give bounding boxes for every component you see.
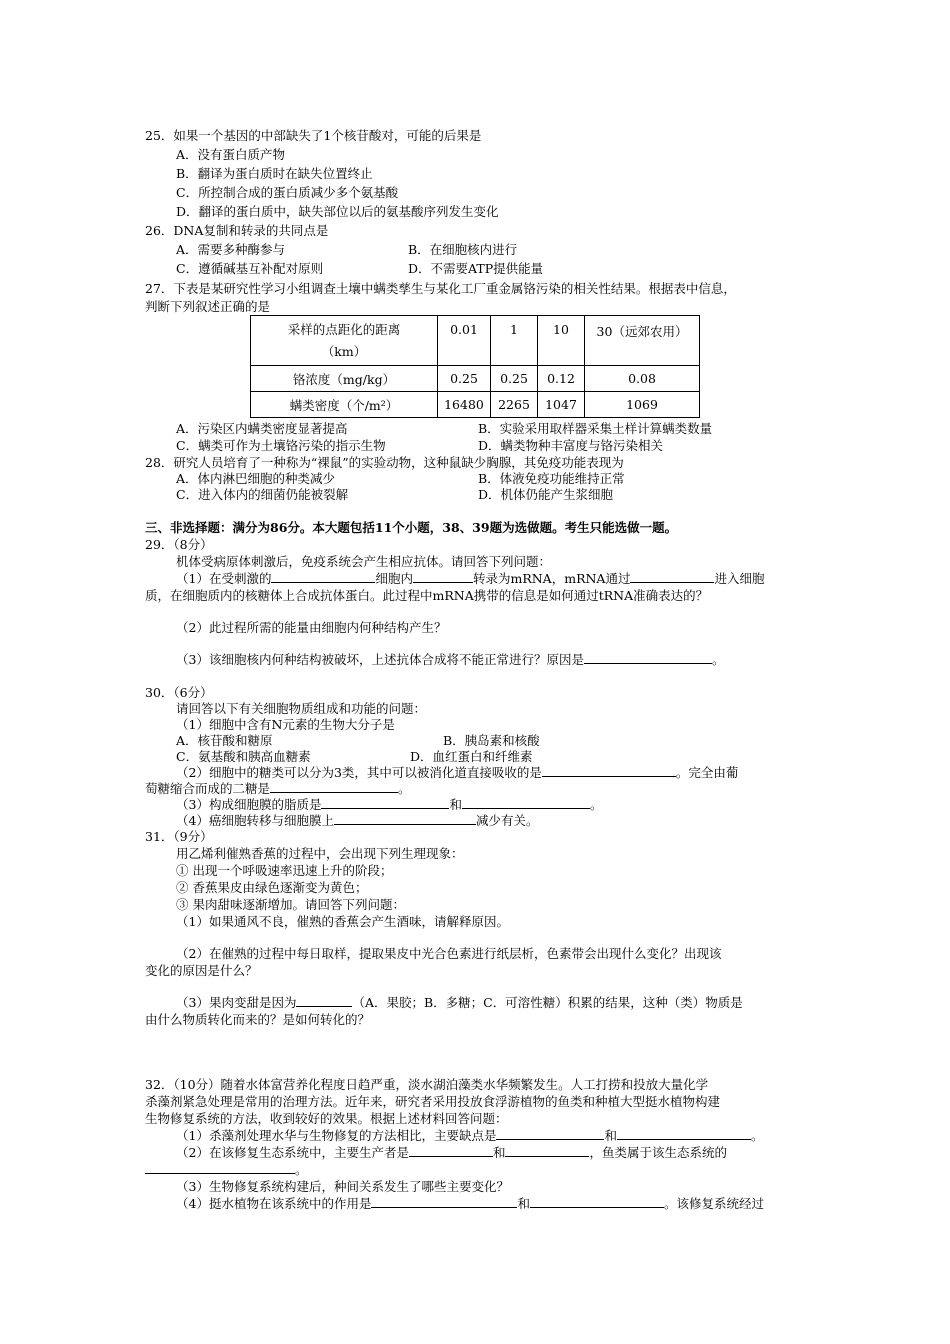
text: 细胞内 bbox=[375, 571, 413, 586]
text: （3）果肉变甜是因为 bbox=[176, 995, 297, 1010]
text: 萄糖缩合而成的二糖是 bbox=[145, 781, 271, 796]
text: 和 bbox=[517, 1196, 530, 1211]
text: 进入细胞 bbox=[714, 571, 765, 586]
q26-stem: 26．DNA复制和转录的共同点是 bbox=[145, 223, 329, 238]
q28-option-b: B．体液免疫功能维持正常 bbox=[478, 471, 625, 486]
text: （4）挺水植物在该系统中的作用是 bbox=[176, 1196, 372, 1211]
q31-part2-cont: 变化的原因是什么？ bbox=[145, 963, 258, 978]
table-row bbox=[251, 366, 700, 392]
q28-option-a: A．体内淋巴细胞的种类减少 bbox=[176, 471, 336, 486]
q29-part2: （2）此过程所需的能量由细胞内何种结构产生？ bbox=[176, 620, 447, 635]
text: 和 bbox=[449, 797, 462, 812]
q29-number: 29．（8分） bbox=[145, 537, 213, 552]
section-heading: 三、非选择题：满分为86分。本大题包括11个小题，38、39题为选做题。考生只能选做一题。 bbox=[145, 520, 678, 535]
q27-option-c: C．螨类可作为土壤铬污染的指示生物 bbox=[176, 438, 386, 453]
q28-stem: 28．研究人员培育了一种称为“裸鼠”的实验动物，这种鼠缺少胸腺，其免疫功能表现为 bbox=[145, 455, 624, 470]
table-row bbox=[251, 316, 700, 366]
distance-label: 采样的点距化的距离 bbox=[287, 321, 401, 337]
table-cell-label: 铬浓度（mg/kg） bbox=[251, 366, 438, 392]
q25-option-a: A．没有蛋白质产物 bbox=[176, 147, 286, 162]
table-cell: 0.25 bbox=[491, 366, 538, 392]
text: 。 bbox=[589, 797, 603, 812]
table-cell: 10 bbox=[538, 316, 585, 366]
q31-part3-cont: 由什么物质转化而来的？是如何转化的？ bbox=[145, 1012, 371, 1027]
q30-part4 bbox=[176, 812, 538, 829]
table-cell: 30（远郊农用） bbox=[585, 316, 700, 366]
q30-option-a: A．核苷酸和糖原 bbox=[176, 733, 273, 748]
q31-phenomenon-2: ② 香蕉果皮由绿色逐渐变为黄色； bbox=[176, 880, 368, 895]
answer-blank[interactable] bbox=[413, 570, 473, 583]
q31-part3 bbox=[176, 994, 743, 1011]
q27-data-table bbox=[250, 315, 700, 418]
q30-option-c: C．氨基酸和胰高血糖素 bbox=[176, 749, 311, 764]
q29-part1 bbox=[176, 570, 764, 587]
answer-blank[interactable] bbox=[321, 796, 449, 809]
answer-blank[interactable] bbox=[271, 570, 375, 583]
text: 。 bbox=[398, 781, 411, 796]
q27-stem-line1: 27．下表是某研究性学习小组调查土壤中螨类孳生与某化工厂重金属铬污染的相关性结果。根据表中信息， bbox=[145, 281, 736, 296]
q29-part1-cont: 质，在细胞质内的核糖体上合成抗体蛋白。此过程中mRNA携带的信息是如何通过tRNA准确表达的？ bbox=[145, 588, 709, 603]
q25-option-b: B．翻译为蛋白质时在缺失位置终止 bbox=[176, 166, 373, 181]
q25-option-c: C．所控制合成的蛋白质减少多个氨基酸 bbox=[176, 185, 399, 200]
q32-line2: 杀藻剂紧急处理是常用的治理方法。近年来，研究者采用投放食浮游植物的鱼类和种植大型挺水植物构建 bbox=[145, 1094, 721, 1109]
q30-part3 bbox=[176, 796, 603, 813]
answer-blank[interactable] bbox=[630, 570, 714, 583]
table-cell: 0.12 bbox=[538, 366, 585, 392]
q26-option-a: A．需要多种酶参与 bbox=[176, 242, 286, 257]
q32-part3: （3）生物修复系统构建后，种间关系发生了哪些主要变化？ bbox=[176, 1179, 509, 1194]
table-cell: 1 bbox=[491, 316, 538, 366]
text: （2）在该修复生态系统中，主要生产者是 bbox=[176, 1145, 409, 1160]
text: （3）该细胞核内何种结构被破坏，上述抗体合成将不能正常进行？原因是 bbox=[176, 652, 584, 667]
text: （3）构成细胞膜的脂质是 bbox=[176, 797, 322, 812]
text: （A．果胶；B．多糖；C．可溶性糖）积累的结果，这种（类）物质是 bbox=[352, 995, 743, 1010]
text: （1）在受刺激的 bbox=[176, 571, 272, 586]
answer-blank[interactable] bbox=[542, 764, 676, 777]
q27-option-a: A．污染区内螨类密度显著提高 bbox=[176, 421, 348, 436]
q29-intro: 机体受病原体刺激后，免疫系统会产生相应抗体。请回答下列问题： bbox=[176, 554, 552, 569]
answer-blank[interactable] bbox=[145, 1161, 295, 1174]
answer-blank[interactable] bbox=[296, 994, 352, 1007]
q30-intro: 请回答以下有关细胞物质组成和功能的问题： bbox=[176, 701, 427, 716]
q30-option-d: D．血红蛋白和纤维素 bbox=[410, 749, 533, 764]
q31-phenomenon-3: ③ 果肉甜味逐渐增加。请回答下列问题： bbox=[176, 897, 405, 912]
answer-blank[interactable] bbox=[584, 651, 712, 664]
q32-part2 bbox=[176, 1144, 727, 1161]
q32-part2-cont bbox=[145, 1161, 308, 1178]
distance-unit: （km） bbox=[321, 343, 367, 359]
q30-part1: （1）细胞中含有N元素的生物大分子是 bbox=[176, 717, 395, 732]
q30-part2 bbox=[176, 764, 738, 781]
answer-blank[interactable] bbox=[496, 1127, 604, 1140]
text: （1）杀藻剂处理水华与生物修复的方法相比，主要缺点是 bbox=[176, 1128, 497, 1143]
q32-part4 bbox=[176, 1195, 764, 1212]
q26-option-b: B．在细胞核内进行 bbox=[408, 242, 518, 257]
q32-line1: 32．（10分）随着水体富营养化程度日趋严重，淡水湖泊藻类水华频繁发生。人工打捞和投放大量化学 bbox=[145, 1077, 709, 1092]
q28-option-c: C．进入体内的细菌仍能被裂解 bbox=[176, 487, 349, 502]
text: 。完全由葡 bbox=[675, 765, 739, 780]
q26-option-d: D．不需要ATP提供能量 bbox=[408, 261, 544, 276]
table-cell: 1047 bbox=[538, 392, 585, 418]
table-cell: 2265 bbox=[491, 392, 538, 418]
q29-part3 bbox=[176, 651, 724, 668]
table-row bbox=[251, 392, 700, 418]
answer-blank[interactable] bbox=[617, 1127, 751, 1140]
q30-option-b: B．胰岛素和核酸 bbox=[443, 733, 540, 748]
q28-option-d: D．机体仍能产生浆细胞 bbox=[478, 487, 614, 502]
answer-blank[interactable] bbox=[462, 796, 590, 809]
table-cell: 16480 bbox=[438, 392, 491, 418]
text: 和 bbox=[492, 1145, 506, 1160]
table-cell: 1069 bbox=[585, 392, 700, 418]
table-cell: 0.08 bbox=[585, 366, 700, 392]
q31-part2: （2）在催熟的过程中每日取样，提取果皮中光合色素进行纸层析，色素带会出现什么变化？出现该 bbox=[176, 946, 722, 961]
answer-blank[interactable] bbox=[530, 1195, 664, 1208]
table-cell: 0.25 bbox=[438, 366, 491, 392]
q31-intro: 用乙烯利催熟香蕉的过程中，会出现下列生理现象： bbox=[176, 846, 464, 861]
q26-option-c: C．遵循碱基互补配对原则 bbox=[176, 261, 324, 276]
q25-option-d: D．翻译的蛋白质中，缺失部位以后的氨基酸序列发生变化 bbox=[176, 204, 499, 219]
q32-part1 bbox=[176, 1127, 764, 1144]
q31-number: 31．（9分） bbox=[145, 829, 213, 844]
text: ，鱼类属于该生态系统的 bbox=[589, 1145, 727, 1160]
text: 和 bbox=[604, 1128, 617, 1143]
text: 。该修复系统经过 bbox=[663, 1196, 764, 1211]
answer-blank[interactable] bbox=[409, 1144, 493, 1157]
table-cell-label: 螨类密度（个/m²） bbox=[251, 392, 438, 418]
q31-part1: （1）如果通风不良，催熟的香蕉会产生酒味，请解释原因。 bbox=[176, 914, 509, 929]
q27-option-b: B．实验采用取样器采集土样计算螨类数量 bbox=[478, 421, 713, 436]
text: （4）癌细胞转移与细胞膜上 bbox=[176, 813, 334, 828]
table-cell: 0.01 bbox=[438, 316, 491, 366]
q30-number: 30．（6分） bbox=[145, 685, 213, 700]
q25-stem: 25．如果一个基因的中部缺失了1个核苷酸对，可能的后果是 bbox=[145, 128, 482, 143]
q31-phenomenon-1: ① 出现一个呼吸速率迅速上升的阶段； bbox=[176, 863, 393, 878]
text: 。 bbox=[711, 652, 725, 667]
q27-stem-line2: 判断下列叙述正确的是 bbox=[145, 299, 271, 314]
q30-part2-cont bbox=[145, 780, 411, 797]
q32-line3: 生物修复系统的方法，收到较好的效果。根据上述材料回答问题： bbox=[145, 1111, 508, 1126]
text: 。 bbox=[750, 1128, 764, 1143]
answer-blank[interactable] bbox=[270, 780, 398, 793]
table-cell-label bbox=[251, 316, 438, 366]
text: 减少有关。 bbox=[475, 813, 539, 828]
answer-blank[interactable] bbox=[371, 1195, 517, 1208]
text: 转录为mRNA，mRNA通过 bbox=[472, 571, 631, 586]
answer-blank[interactable] bbox=[505, 1144, 589, 1157]
q27-option-d: D．螨类物种丰富度与铬污染相关 bbox=[478, 438, 664, 453]
text: （2）细胞中的糖类可以分为3类，其中可以被消化道直接吸收的是 bbox=[176, 765, 542, 780]
answer-blank[interactable] bbox=[334, 812, 476, 825]
text: 。 bbox=[295, 1162, 308, 1177]
